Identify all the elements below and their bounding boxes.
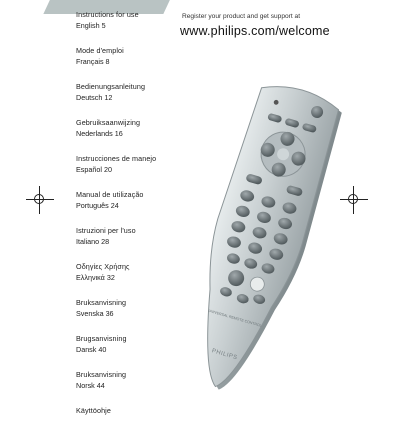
language-title: Manual de utilização: [76, 190, 144, 199]
language-page: Français 8: [76, 57, 110, 66]
support-url[interactable]: www.philips.com/welcome: [180, 24, 330, 38]
language-page: English 5: [76, 21, 106, 30]
language-title: Brugsanvisning: [76, 334, 127, 343]
language-page: Dansk 40: [76, 345, 107, 354]
language-title: Instructions for use: [76, 10, 139, 19]
language-page: Svenska 36: [76, 309, 114, 318]
language-page: Italiano 28: [76, 237, 110, 246]
remote-model-label: UNIVERSAL REMOTE CONTROL: [207, 308, 263, 328]
language-title: Instrucciones de manejo: [76, 154, 157, 163]
language-title: Käyttöohje: [76, 406, 111, 415]
language-title: Bedienungsanleitung: [76, 82, 146, 91]
language-title: Mode d'emploi: [76, 46, 124, 55]
language-title: Bruksanvisning: [76, 298, 127, 307]
language-page: Português 24: [76, 201, 119, 210]
language-title: Bruksanvisning: [76, 370, 127, 379]
language-title: Οδηγίες Χρήσης: [76, 262, 130, 271]
language-page: Ελληνικά 32: [76, 273, 115, 282]
remote-brand-label: PHILIPS: [210, 348, 239, 362]
language-page: Nederlands 16: [76, 129, 123, 138]
language-page: Norsk 44: [76, 381, 105, 390]
language-page: Deutsch 12: [76, 93, 113, 102]
support-note: Register your product and get support at: [182, 13, 301, 20]
language-item: [76, 406, 186, 442]
language-title: Gebruiksaanwijzing: [76, 118, 141, 127]
language-page: Español 20: [76, 165, 112, 174]
language-title: Istruzioni per l'uso: [76, 226, 136, 235]
